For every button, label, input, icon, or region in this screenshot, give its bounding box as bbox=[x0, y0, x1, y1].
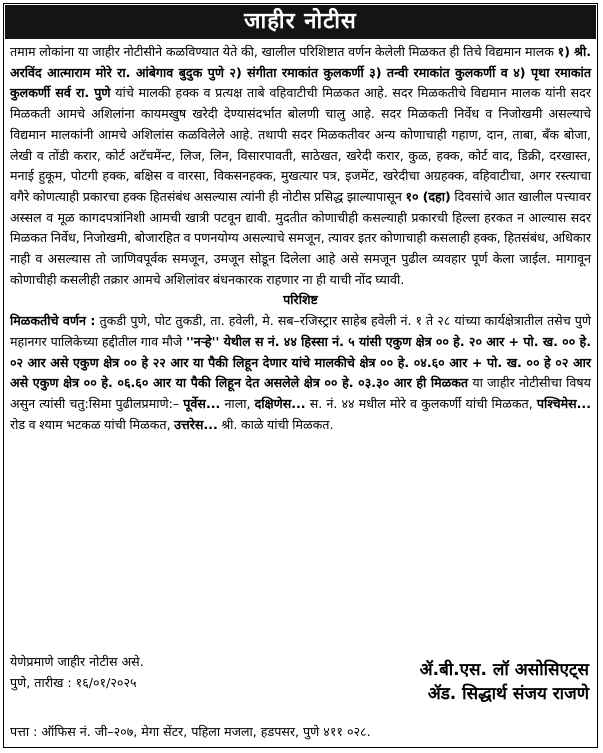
notice-period: १० (दहा) bbox=[405, 188, 451, 204]
intro-text: तमाम लोकांना या जाहीर नोटीसीने कळविण्यात येते की, खालील परिशिष्टात वर्णन केलेली मिळकत ही तिचे विद्यमान मालक bbox=[10, 44, 558, 59]
boundaries-intro: या जाहीर नोटीसीचा विषय असुन त्यांसी चतु:सिमा पुढीलप्रमाणे:– bbox=[10, 375, 591, 411]
advocate-name: ॲड. सिद्धार्थ संजय राजणे bbox=[427, 684, 589, 704]
description-label: मिळकतीचे वर्णन : bbox=[10, 313, 96, 329]
closing-block bbox=[10, 652, 144, 693]
west-boundary: रोड व श्याम भटकळ यांची मिळकत, bbox=[10, 416, 175, 432]
south-boundary: स. नं. ४४ मधील मोरे व कुलकर्णी यांची मिळकत, bbox=[305, 395, 537, 411]
notice-paragraph bbox=[10, 42, 591, 290]
south-label: दक्षिणेस... bbox=[254, 395, 306, 411]
east-label: पूर्वेस... bbox=[183, 395, 221, 411]
north-label: उत्तरेस... bbox=[174, 416, 218, 432]
east-boundary: नाला, bbox=[220, 395, 255, 411]
firm-name: ॲ.बी.एस. लॉ असोसिएट्स bbox=[419, 660, 589, 680]
consequence-text: दिवसांचे आत खालील पत्त्यावर अस्सल व मूळ कागदपत्रांनिशी आमची खात्री पटवून द्यावी. मुदतीत कोणाचीही कसल्याही प्रकारची हिल्ला हरकत न आल्यास सदर मिळकत निर्वेध, निजोखमी, बोजारहित व पणनयोग्य असल्याचे समजून, त्यावर इतर कोणाचाही कसलाही हक्क, हितसंबंध, अधिकार नाही व असल्यास तो जाणिवपूर्वक समजून, उमजून सोडून दिलेला आहे असे समजून पुढील व्यवहार पूर्ण केला जाईल. मागावून कोणाचीही कसलीही तक्रार आमचे अशिलांवर बंधनकारक राहणार ना ही याची नोंद घ्यावी. bbox=[10, 188, 591, 287]
survey-details: ''नऱ्हे'' येथील स नं. ४४ हिस्सा नं. ५ यांसी एकुण क्षेत्र ०० हे. २० आर + पो. ख. ०० हे. ०२ आर असे एकुण क्षेत्र ०० हे २२ आर या पैकी लिहून देणार यांचे मालकीचे क्षेत्र ०० हे. ०४.६० आर + पो. ख. ०० हे ०२ आर असे एकुण क्षेत्र ०० हे. ०६.६० आर या पैकी लिहून देत असलेले क्षेत्र ०० हे. ०३.३० आर ही मिळकत bbox=[10, 333, 591, 391]
closing-line: येणेप्रमाणे जाहीर नोटीस असे. bbox=[10, 654, 144, 669]
place-date: पुणे, तारीख : १६/०१/२०२५ bbox=[10, 674, 137, 690]
west-label: पश्चिमेस... bbox=[536, 395, 591, 411]
property-description bbox=[10, 311, 591, 435]
north-boundary: श्री. काळे यांची मिळकत. bbox=[217, 416, 334, 432]
notice-body bbox=[10, 42, 591, 435]
notice-title: जाहीर नोटीस bbox=[5, 5, 596, 39]
claims-text: यांचे मालकी हक्क व प्रत्यक्ष ताबे वहिवाटीची मिळकत आहे. सदर मिळकतीचे विद्यमान मालक यांनी सदर मिळकती आमचे अशिलांना कायमखुष खरेदी देण्यासंदर्भात बोलणी चालु आहे. सदर मिळकती निर्वेध व निजोखमी असल्याचे विद्यमान मालकांनी आमचे अशिलांस कळविलेले आहे. तथापी सदर मिळकतीवर अन्य कोणाचाही गहाण, दान, ताबा, बँक बोजा, लेखी व तोंडी करार, कोर्ट अटॅचमेंन्ट, लिज, लिन, विसारपावती, साठेखत, खरेदी करार, कुळ, हक्क, कोर्ट वाद, डिक्री, दरखास्त, मनाई हुकूम, पोटगी हक्क, बक्षिस व वारसा, विकसनहक्क, मुखत्यार पत्र, इजमेंट, खरेदीचा अग्रहक्क, वहिवाटीचा, अगर रस्त्याचा वगैरे कोणत्याही प्रकारचा हक्क हितसंबंध असल्यास त्यांनी ही नोटीस प्रसिद्ध झाल्यापासून bbox=[10, 85, 591, 204]
office-address: पत्ता : ऑफिस नं. जी–२०७, मेगा सेंटर, पहिला मजला, हडपसर, पुणे ४११ ०२८. bbox=[10, 724, 371, 739]
description-text: तुकडी पुणे, पोट तुकडी, ता. हवेली, मे. सब–रजिस्ट्रार साहेब हवेली नं. १ ते २८ यांच्या कार्यक्षेत्रातील तसेच पुणे महानगर पालिकेच्या हद्दीतील गाव मौजे bbox=[10, 313, 591, 349]
signature-block bbox=[420, 658, 589, 706]
schedule-title: परिशिष्ट bbox=[283, 292, 318, 308]
public-notice bbox=[3, 3, 598, 748]
owner-names: १) श्री. अरविंद आत्माराम मोरे रा. आंबेगाव बुदुक पुणे २) संगीता रमाकांत कुलकर्णी ३) तन्वी रमाकांत कुलकर्णी व ४) पृथा रमाकांत कुलकर्णी सर्व रा. पुणे bbox=[10, 44, 592, 101]
